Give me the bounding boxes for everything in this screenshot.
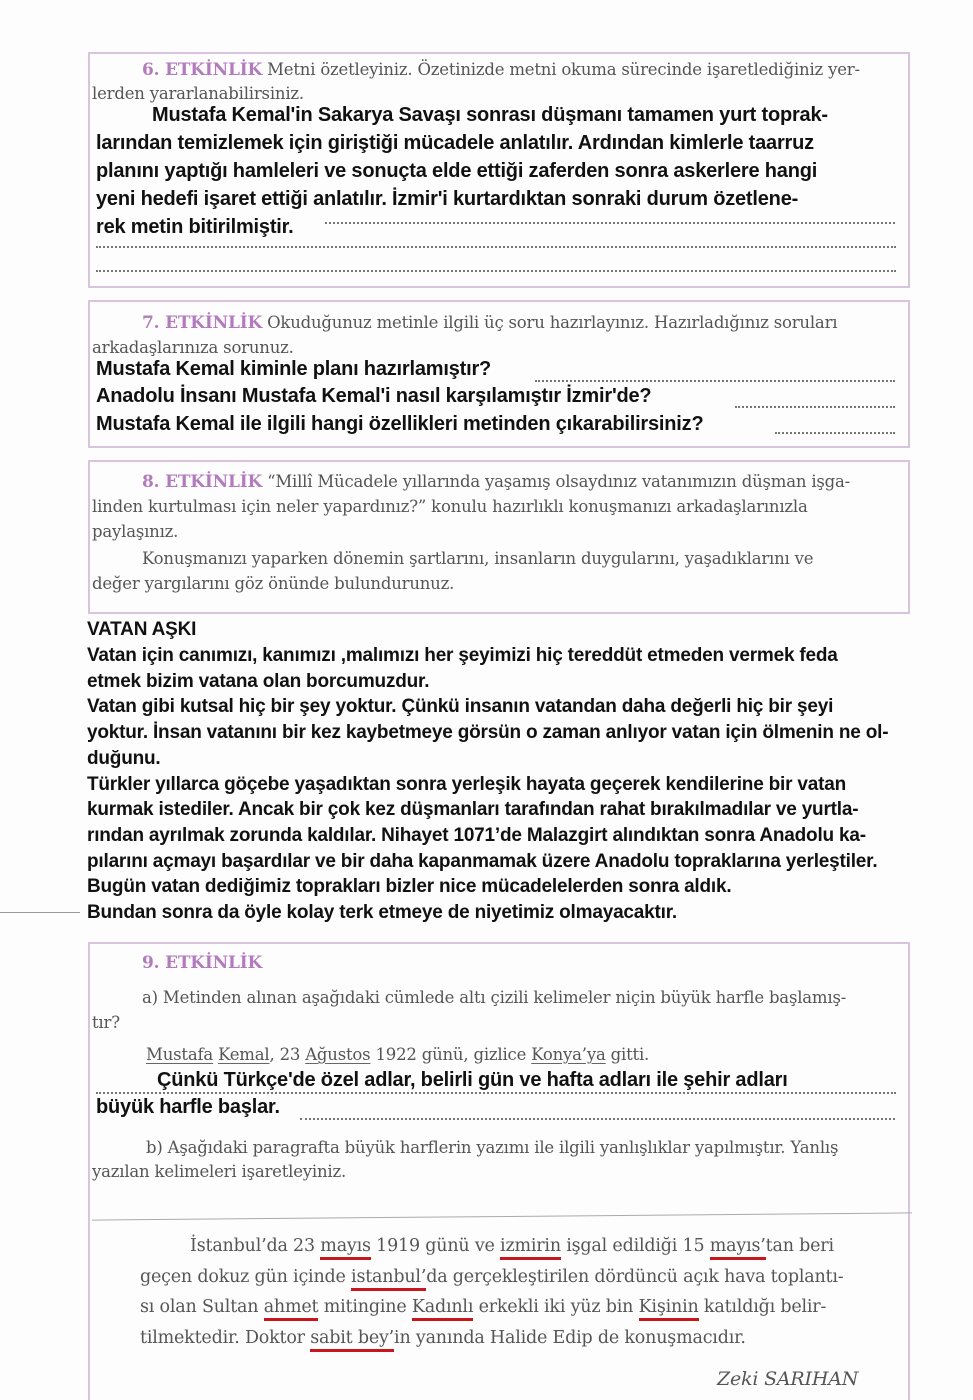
- text-segment: sı olan Sultan: [140, 1297, 264, 1317]
- writing-line: [775, 432, 895, 434]
- question-1: Mustafa Kemal kiminle planı hazırlamıştır?: [96, 358, 492, 380]
- text-segment: da gerçekleştirilen dördüncü açık hava toplantı-: [426, 1266, 844, 1287]
- text-segment: 1919 günü ve: [370, 1236, 501, 1256]
- answer-line: büyük harfle başlar.: [96, 1096, 280, 1118]
- text-segment: erkekli iki yüz bin: [473, 1297, 639, 1317]
- answer-line: rek metin bitirilmiştir.: [96, 216, 294, 238]
- text-segment: tilmektedir. Doktor: [140, 1327, 311, 1348]
- text-segment: işgal edildiği 15: [560, 1236, 710, 1256]
- essay-line: rından ayrılmak zorunda kaldılar. Nihayet 1071’de Malazgirt alındıktan sonra Anadolu ka-: [87, 824, 866, 846]
- essay-line: Bundan sonra da öyle kolay terk etmeye de niyetimiz olmayacaktır.: [87, 902, 677, 923]
- instruction-line: Okuduğunuz metinle ilgili üç soru hazırlayınız. Hazırladığınız soruları: [267, 313, 838, 332]
- writing-line: [735, 406, 895, 408]
- paragraph-line: [190, 1236, 834, 1256]
- text-segment: gitti.: [605, 1045, 650, 1064]
- marked-error-word: mayıs: [320, 1236, 371, 1260]
- activity-8-line: [142, 472, 850, 492]
- instruction-line: lerden yararlanabilirsiniz.: [92, 84, 304, 103]
- writing-line: [535, 380, 895, 382]
- writing-line: [96, 270, 896, 272]
- text-segment: in yanında Halide Edip de konuşmacıdır.: [394, 1327, 746, 1348]
- text-segment: geçen dokuz gün içinde: [140, 1266, 352, 1287]
- essay-line: duğunu.: [87, 747, 161, 769]
- essay-line: Vatan gibi kutsal hiç bir şey yoktur. Çünkü insanın vatandan daha değerli hiç bir şeyi: [87, 696, 834, 718]
- part-a-line: a) Metinden alınan aşağıdaki cümlede altı çizili kelimeler niçin büyük harfle başlamış-: [142, 988, 847, 1007]
- essay-line: Vatan için canımızı, kanımızı ,malımızı her şeyimizi hiç tereddüt etmeden vermek feda: [87, 645, 838, 666]
- writing-line: [96, 246, 896, 248]
- marked-error-word: izmirin: [500, 1236, 561, 1260]
- divider: [0, 912, 80, 913]
- text-segment: tan beri: [765, 1236, 834, 1256]
- part-b-line: b) Aşağıdaki paragrafta büyük harflerin yazımı ile ilgili yanlışlıklar yapılmıştır. Yanlış: [146, 1138, 839, 1157]
- text-line: “Millî Mücadele yıllarında yaşamış olsaydınız vatanımızın düşman işga-: [267, 472, 851, 491]
- paragraph-line: [140, 1267, 843, 1287]
- essay-line: kurmak istediler. Ancak bir çok kez düşmanları tarafından rahat bırakılmadılar ve yurtla-: [87, 799, 859, 821]
- text-segment: mitingine: [318, 1297, 412, 1317]
- writing-line: [96, 1092, 896, 1094]
- essay-line: etmek bizim vatana olan borcumuzdur.: [87, 670, 430, 692]
- activity-6-title: 6. ETKİNLİK: [142, 60, 263, 80]
- activity-7-instruction: [142, 313, 837, 333]
- marked-error-word: Kişinin: [639, 1297, 699, 1321]
- instruction-line: arkadaşlarınıza sorunuz.: [92, 338, 294, 357]
- question-3: Mustafa Kemal ile ilgili hangi özellikleri metinden çıkarabilirsiniz?: [96, 413, 704, 435]
- activity-7-title: 7. ETKİNLİK: [142, 313, 263, 333]
- answer-line: Mustafa Kemal'in Sakarya Savaşı sonrası düşmanı tamamen yurt toprak-: [152, 104, 828, 126]
- activity-8-title: 8. ETKİNLİK: [142, 472, 263, 492]
- paragraph-line: [140, 1328, 746, 1348]
- example-sentence: [146, 1045, 649, 1064]
- text-line: Konuşmanızı yaparken dönemin şartlarını, insanların duygularını, yaşadıklarını ve: [142, 549, 814, 568]
- answer-line: Çünkü Türkçe'de özel adlar, belirli gün ve hafta adları ile şehir adları: [157, 1069, 788, 1091]
- text-segment: , 23: [269, 1045, 306, 1064]
- essay-line: pılarını açmayı başardılar ve bir daha kapanmamak üzere Anadolu topraklarına yerleştiler.: [87, 850, 878, 872]
- part-b-line: yazılan kelimeleri işaretleyiniz.: [92, 1162, 347, 1181]
- essay-line: yoktur. İnsan vatanını bir kez kaybetmeye görsün o zaman anlıyor vatan için ölmenin ne ol-: [87, 722, 889, 744]
- part-a-line: tır?: [92, 1013, 120, 1032]
- marked-error-word: mayıs’: [710, 1236, 766, 1260]
- marked-error-word: ahmet: [264, 1297, 319, 1321]
- activity-6-instruction: [142, 60, 860, 80]
- essay-title: VATAN AŞKI: [87, 619, 197, 640]
- text-line: paylaşınız.: [92, 522, 179, 541]
- essay-line: Türkler yıllarca göçebe yaşadıktan sonra yerleşik hayata geçerek kendilerine bir vatan: [87, 773, 847, 795]
- writing-line: [325, 222, 895, 224]
- text-segment: 1922 günü, gizlice: [370, 1045, 532, 1064]
- answer-line: planını yaptığı hamleleri ve sonuçta elde ettiği zaferden sonra askerlere hangi: [96, 160, 818, 182]
- underlined-word: Konya’ya: [531, 1045, 606, 1064]
- text-line: değer yargılarını göz önünde bulundurunuz.: [92, 574, 455, 593]
- writing-line: [300, 1118, 895, 1120]
- text-line: linden kurtulması için neler yapardınız?” konulu hazırlıklı konuşmanızı arkadaşlarınızla: [92, 497, 808, 516]
- underlined-word: Kemal: [218, 1045, 270, 1064]
- underlined-word: Mustafa: [146, 1045, 214, 1064]
- text-segment: İstanbul’da 23: [190, 1236, 321, 1256]
- underlined-word: Ağustos: [305, 1045, 371, 1064]
- activity-9-title: 9. ETKİNLİK: [142, 953, 263, 973]
- instruction-line: Metni özetleyiniz. Özetinizde metni okuma sürecinde işaretlediğiniz yer-: [267, 60, 860, 79]
- question-2: Anadolu İnsanı Mustafa Kemal'i nasıl karşılamıştır İzmir'de?: [96, 385, 652, 407]
- marked-error-word: istanbul’: [351, 1267, 426, 1291]
- marked-error-word: Kadınlı: [412, 1297, 473, 1321]
- answer-line: yeni hedefi işaret ettiği anlatılır. İzmir'i kurtardıktan sonraki durum özetlene-: [96, 188, 799, 210]
- marked-error-word: sabit bey’: [310, 1328, 394, 1352]
- answer-line: larından temizlemek için giriştiği mücadele anlatılır. Ardından kimlerle taarruz: [96, 132, 814, 154]
- paragraph-line: [140, 1297, 826, 1317]
- author: Zeki SARIHAN: [717, 1368, 859, 1390]
- text-segment: katıldığı belir-: [698, 1297, 827, 1317]
- essay-line: Bugün vatan dediğimiz toprakları bizler nice mücadelelerden sonra aldık.: [87, 876, 732, 898]
